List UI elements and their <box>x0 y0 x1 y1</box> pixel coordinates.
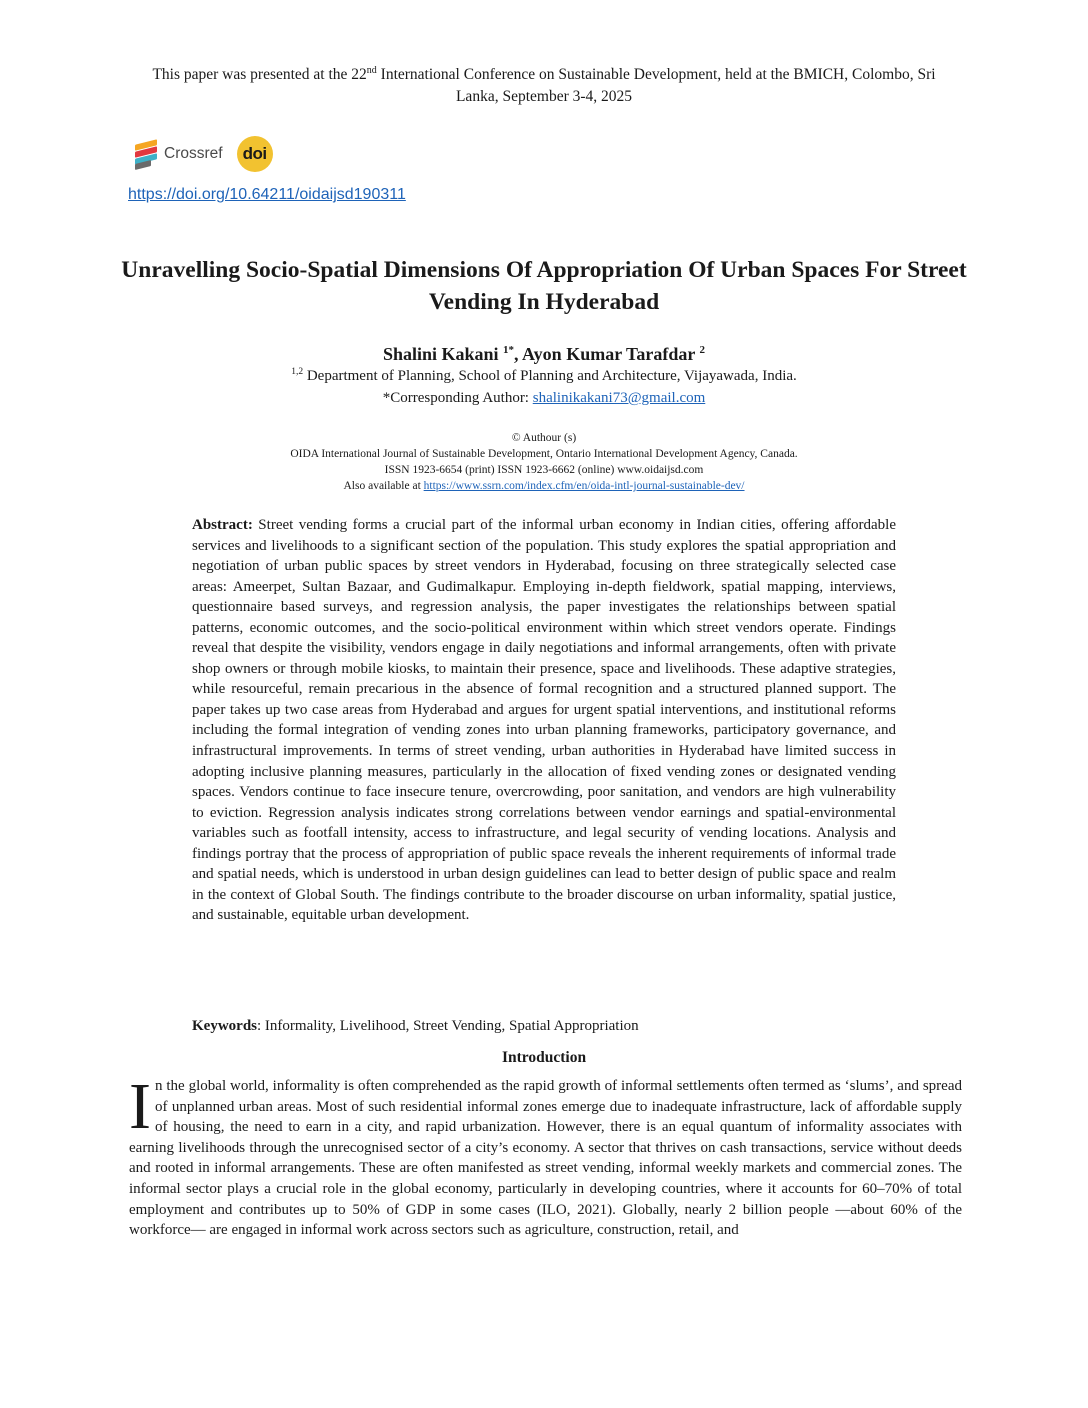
corresponding-author <box>140 388 948 409</box>
author-2: Ayon Kumar Tarafdar <box>522 344 700 364</box>
affiliation <box>140 366 948 387</box>
doi-label: doi <box>242 144 267 163</box>
doi-link[interactable]: https://doi.org/10.64211/oidaijsd190311 <box>128 186 406 203</box>
crossref-label: Crossref <box>164 145 223 162</box>
corresponding-email-link[interactable]: shalinikakani73@gmail.com <box>532 390 706 406</box>
paper-title: Unravelling Socio-Spatial Dimensions Of Appropriation Of Urban Spaces For Street Vending In Hyderabad <box>121 257 967 315</box>
corresponding-label: *Corresponding Author: <box>382 390 533 406</box>
ssrn-link[interactable]: https://www.ssrn.com/index.cfm/en/oida-intl-journal-sustainable-dev/ <box>423 480 745 492</box>
journal-imprint <box>140 430 948 494</box>
conference-note-text-end: International Conference on Sustainable Development, held at the BMICH, Colombo, Sri Lanka, September 3-4, 2025 <box>376 66 936 105</box>
also-available-line <box>140 478 948 494</box>
abstract-label: Abstract: <box>192 517 253 533</box>
author-2-sup: 2 <box>699 344 706 356</box>
crossref-icon <box>135 141 159 167</box>
introduction-text: n the global world, informality is often comprehended as the rapid growth of informal settlements often termed as ‘slums’, and spread of unplanned urban areas. Most of such residential informal zones emerge due to inadequate infrastructure, lack of affordable supply of housing, the need to earn in a city, and rapid urbanization. However, there is an equal quantum of informality associates with earning livelihoods through the unrecognised sector of a city’s economy. A sector that thrives on cash transactions, service without deeds and rooted in informal arrangements. These are often manifested as street vending, informal weekly markets and commercial zones. The informal sector plays a crucial role in the global economy, particularly in developing countries, where it accounts for 60–70% of total employment and contributes up to 50% of GDP in some cases (ILO, 2021). Globally, nearly 2 billion people —about 60% of the workforce— are engaged in informal work across sectors such as agriculture, construction, retail, and <box>129 1078 962 1239</box>
also-available-label: Also available at <box>343 480 424 492</box>
keywords-text: : Informality, Livelihood, Street Vending, Spatial Appropriation <box>257 1018 639 1034</box>
author-1-sup: 1* <box>503 344 514 356</box>
section-heading-introduction: Introduction <box>501 1049 587 1066</box>
conference-note-text: This paper was presented at the 22 <box>152 66 367 83</box>
affiliation-text: Department of Planning, School of Planning and Architecture, Vijayawada, India. <box>303 368 797 384</box>
drop-cap: I <box>129 1070 151 1143</box>
conference-note <box>130 64 958 108</box>
doi-icon[interactable] <box>237 136 273 172</box>
keywords <box>192 1016 896 1036</box>
author-separator: , <box>514 344 523 364</box>
abstract-text: Street vending forms a crucial part of the informal urban economy in Indian cities, offering affordable services and livelihoods to a significant section of the population. This study explores the spatial appropriation and negotiation of urban public spaces by street vendors in Hyderabad, focusing on three strategically selected case areas: Ameerpet, Sultan Bazaar, and Gudimalkapur. Employing in-depth fieldwork, spatial mapping, interviews, questionnaire based surveys, and regression analysis, the paper investigates the relationships between spatial patterns, economic outcomes, and the socio-political environment within which street vendors operate. Findings reveal that despite the visibility, vendors engage in daily negotiations and informal arrangements, often with private shop owners or through mobile kiosks, to maintain their presence, space and livelihoods. These adaptive strategies, while resourceful, remain precarious in the absence of formal recognition and a structured planned support. The paper takes up two case areas from Hyderabad and argues for urgent spatial interventions, and institutional reforms including the formal integration of vending zones into urban planning frameworks, participatory governance, and infrastructural improvements. In terms of street vending, urban authorities in Hyderabad have limited success in adopting inclusive planning measures, particularly in the allocation of fixed vending zones or designated vending spaces. Vendors continue to face insecure tenure, overcrowding, poor sanitation, and vendors are high vulnerability to eviction. Regression analysis indicates strong correlations between vendor earnings and spatial-environmental variables such as footfall intensity, access to infrastructure, and legal security of vending locations. Analysis and findings portray that the process of appropriation of public space reveals the inherent requirements of informal trade and spatial needs, which is understood in urban design guidelines can lead to better design of public space and realm in the context of Global South. The findings contribute to the broader discourse on urban informality, spatial justice, and sustainable, equitable urban development. <box>192 517 896 924</box>
issn-line: ISSN 1923-6654 (print) ISSN 1923-6662 (online) www.oidaijsd.com <box>384 464 704 476</box>
keywords-label: Keywords <box>192 1018 257 1034</box>
journal-line: OIDA International Journal of Sustainable Development, Ontario International Development Agency, Canada. <box>290 448 798 460</box>
affiliation-sup: 1,2 <box>291 367 304 377</box>
conference-note-sup: nd <box>366 64 377 76</box>
crossref-logo[interactable] <box>135 141 223 167</box>
copyright-line: © Authour (s) <box>511 432 577 444</box>
publisher-logos <box>135 134 273 174</box>
introduction-paragraph <box>129 1070 962 1241</box>
author-line <box>140 342 948 366</box>
abstract <box>192 515 896 926</box>
author-1: Shalini Kakani <box>382 344 503 364</box>
